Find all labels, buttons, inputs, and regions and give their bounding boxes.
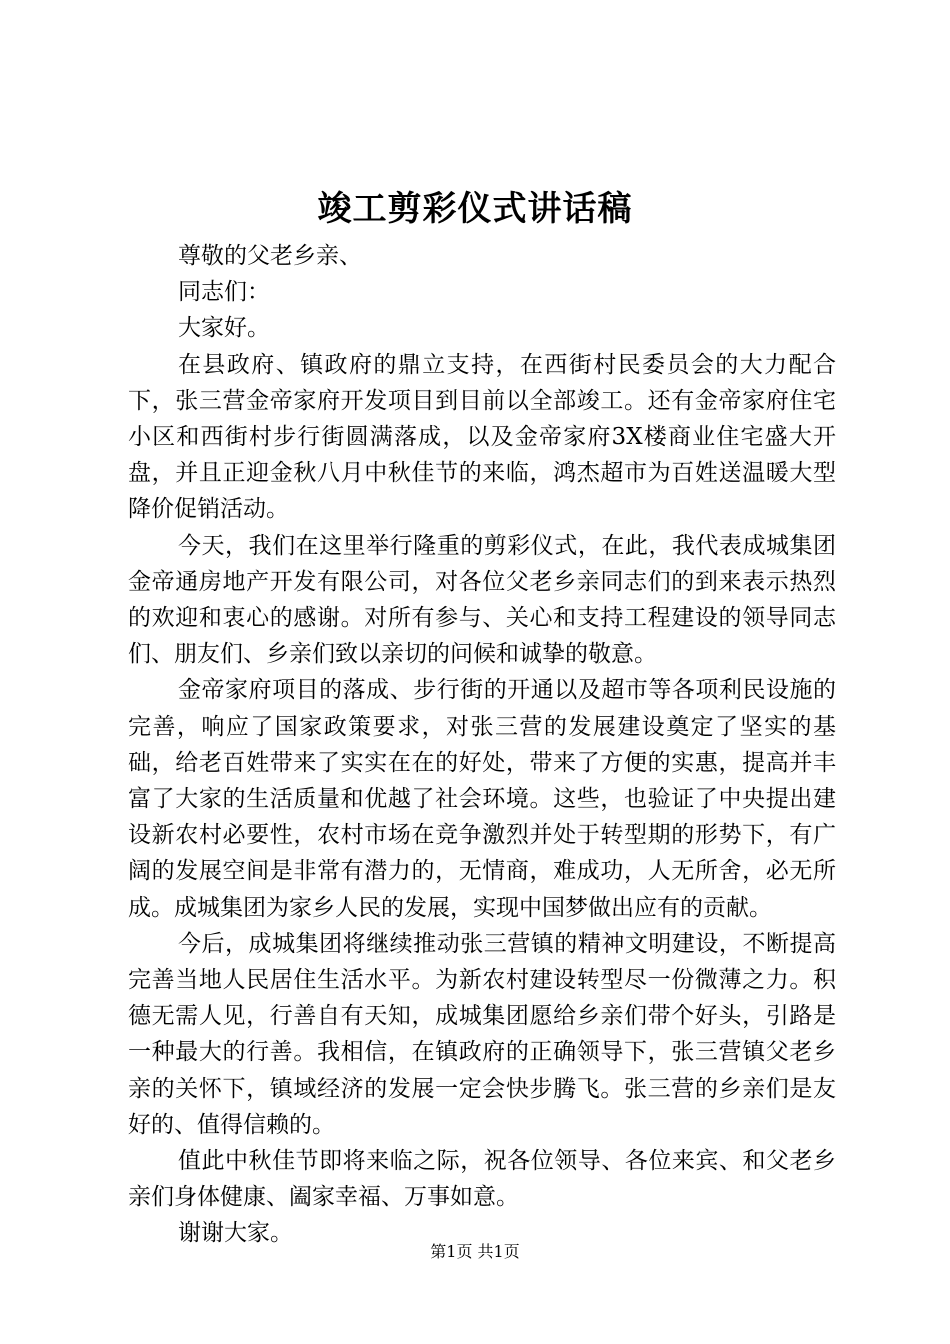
page-footer: 第1页 共1页 <box>430 1242 520 1261</box>
body-paragraph: 今后，成城集团将继续推动张三营镇的精神文明建设，不断提高完善当地人民居住生活水平。为新农村建设转型尽一份微薄之力。积德无需人见，行善自有天知，成城集团愿给乡亲们带个好头，引路是一种最大的行善。我相信，在镇政府的正确领导下，张三营镇父老乡亲的关怀下，镇域经济的发展一定会快步腾飞。张三营的乡亲们是友好的、值得信赖的。 <box>128 930 836 1138</box>
body-paragraph: 在县政府、镇政府的鼎立支持，在西街村民委员会的大力配合下，张三营金帝家府开发项目到目前以全部竣工。还有金帝家府住宅小区和西街村步行街圆满落成，以及金帝家府3X楼商业住宅盛大开盘，并且正迎金秋八月中秋佳节的来临，鸿杰超市为百姓送温暖大型降价促销活动。 <box>128 351 836 523</box>
greeting-line: 大家好。 <box>178 315 270 342</box>
body-paragraph: 金帝家府项目的落成、步行街的开通以及超市等各项利民设施的完善，响应了国家政策要求，对张三营的发展建设奠定了坚实的基础，给老百姓带来了实实在在的好处，带来了方便的实惠，提高并丰富了大家的生活质量和优越了社会环境。这些，也验证了中央提出建设新农村必要性，农村市场在竞争激烈并处于转型期的形势下，有广阔的发展空间是非常有潜力的，无情商，难成功，人无所舍，必无所成。成城集团为家乡人民的发展，实现中国梦做出应有的贡献。 <box>128 677 836 921</box>
body-paragraph: 今天，我们在这里举行隆重的剪彩仪式，在此，我代表成城集团金帝通房地产开发有限公司，对各位父老乡亲同志们的到来表示热烈的欢迎和衷心的感谢。对所有参与、关心和支持工程建设的领导同志们、朋友们、乡亲们致以亲切的问候和诚挚的敬意。 <box>128 532 836 668</box>
closing-line: 谢谢大家。 <box>178 1220 293 1247</box>
salutation-line: 同志们： <box>178 279 270 306</box>
document-body <box>128 238 836 1252</box>
salutation-line: 尊敬的父老乡亲、 <box>178 243 362 269</box>
body-paragraph: 值此中秋佳节即将来临之际，祝各位领导、各位来宾、和父老乡亲们身体健康、阖家幸福、万事如意。 <box>128 1148 836 1211</box>
document-title: 竣工剪彩仪式讲话稿 <box>317 189 633 229</box>
